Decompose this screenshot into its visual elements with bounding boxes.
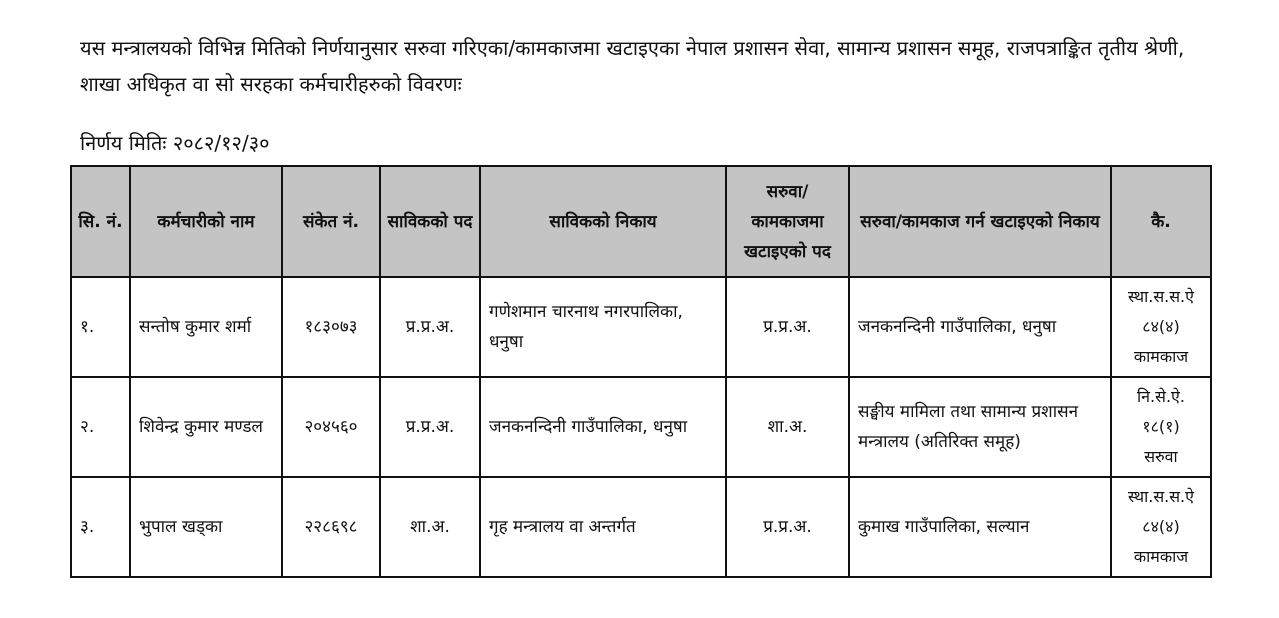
cell-remarks xyxy=(1111,277,1211,377)
cell-prev-office: गणेशमान चारनाथ नगरपालिका, धनुषा xyxy=(480,277,726,377)
cell-name: भुपाल खड्का xyxy=(130,477,282,577)
remarks-act: नि.से.ऐ. xyxy=(1137,387,1185,406)
header-remarks: कै. xyxy=(1111,166,1211,277)
transfer-table xyxy=(70,165,1212,578)
remarks-type: सरुवा xyxy=(1144,447,1178,466)
cell-new-post: शा.अ. xyxy=(726,377,849,477)
table-header-row xyxy=(71,166,1211,277)
cell-new-post: प्र.प्र.अ. xyxy=(726,277,849,377)
remarks-act: स्था.स.स.ऐ xyxy=(1127,487,1194,506)
cell-remarks xyxy=(1111,377,1211,477)
intro-paragraph: यस मन्त्रालयको विभिन्न मितिको निर्णयानुसार सरुवा गरिएका/कामकाजमा खटाइएका नेपाल प्रशासन सेवा, सामान्य प्रशासन समूह, राजपत्राङ्कित तृतीय श्रेणी, शाखा अधिकृत वा सो सरहका कर्मचारीहरुको विवरणः xyxy=(80,36,1185,96)
cell-sn: २. xyxy=(71,377,130,477)
cell-prev-office: जनकनन्दिनी गाउँपालिका, धनुषा xyxy=(480,377,726,477)
header-new-post: सरुवा/ कामकाजमा खटाइएको पद xyxy=(726,166,849,277)
cell-new-org: कुमाख गाउँपालिका, सल्यान xyxy=(849,477,1111,577)
cell-code: १८३०७३ xyxy=(282,277,380,377)
cell-prev-post: प्र.प्र.अ. xyxy=(380,377,480,477)
cell-code: २०४५६० xyxy=(282,377,380,477)
cell-sn: १. xyxy=(71,277,130,377)
table-row xyxy=(71,377,1211,477)
remarks-section: ८४(४) xyxy=(1142,317,1180,336)
cell-name: सन्तोष कुमार शर्मा xyxy=(130,277,282,377)
cell-remarks xyxy=(1111,477,1211,577)
header-sn: सि. नं. xyxy=(71,166,130,277)
remarks-section: १८(१) xyxy=(1142,417,1180,436)
cell-new-post: प्र.प्र.अ. xyxy=(726,477,849,577)
remarks-type: कामकाज xyxy=(1133,347,1189,366)
table-row xyxy=(71,477,1211,577)
cell-new-org: सङ्घीय मामिला तथा सामान्य प्रशासन मन्त्रालय (अतिरिक्त समूह) xyxy=(849,377,1111,477)
decision-date: निर्णय मितिः २०८२/१२/३० xyxy=(80,131,270,155)
header-code: संकेत नं. xyxy=(282,166,380,277)
cell-sn: ३. xyxy=(71,477,130,577)
cell-prev-post: प्र.प्र.अ. xyxy=(380,277,480,377)
cell-code: २२८६९८ xyxy=(282,477,380,577)
table-row xyxy=(71,277,1211,377)
header-new-org: सरुवा/कामकाज गर्न खटाइएको निकाय xyxy=(849,166,1111,277)
cell-new-org: जनकनन्दिनी गाउँपालिका, धनुषा xyxy=(849,277,1111,377)
header-prev-post: साविकको पद xyxy=(380,166,480,277)
remarks-section: ८४(४) xyxy=(1142,517,1180,536)
remarks-act: स्था.स.स.ऐ xyxy=(1127,287,1194,306)
header-name: कर्मचारीको नाम xyxy=(130,166,282,277)
remarks-type: कामकाज xyxy=(1133,547,1189,566)
cell-name: शिवेन्द्र कुमार मण्डल xyxy=(130,377,282,477)
header-prev-office: साविकको निकाय xyxy=(480,166,726,277)
cell-prev-office: गृह मन्त्रालय वा अन्तर्गत xyxy=(480,477,726,577)
cell-prev-post: शा.अ. xyxy=(380,477,480,577)
